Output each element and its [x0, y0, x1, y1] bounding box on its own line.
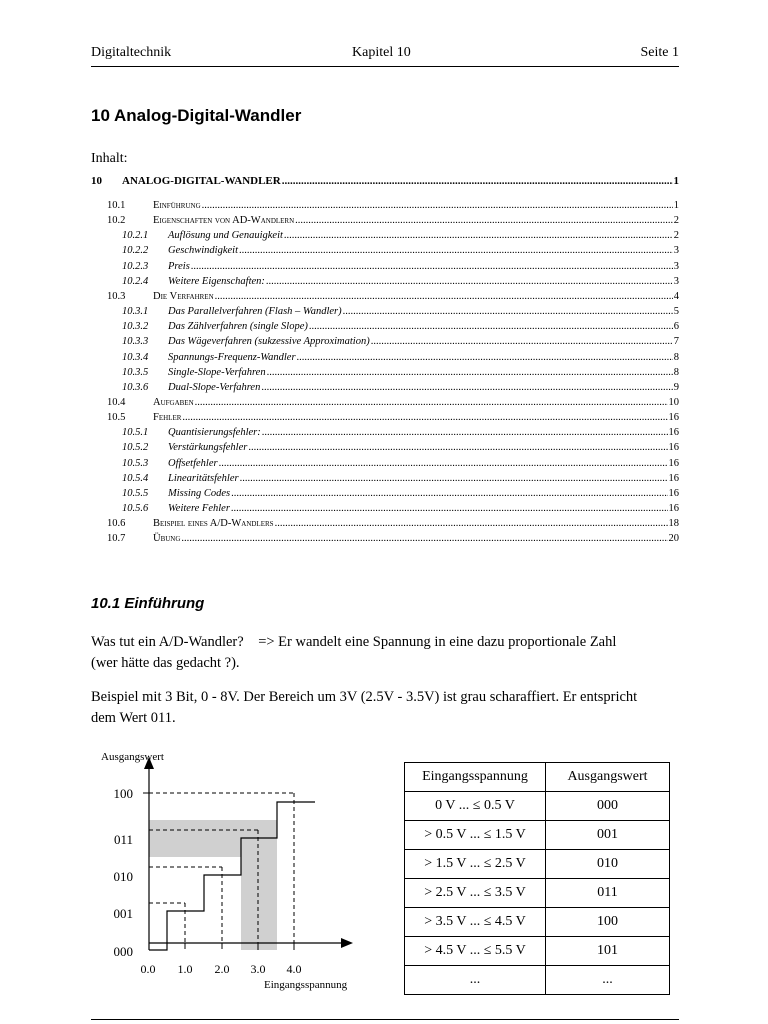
toc-entry-number: 10.5.2: [122, 442, 149, 454]
toc-entry[interactable]: [91, 276, 679, 291]
toc-entry-title: Dual-Slope-Verfahren: [168, 381, 261, 393]
toc-entry-leader: [266, 276, 673, 287]
table-header-cell: Eingangsspannung: [405, 763, 546, 792]
paragraph-example-line1: Beispiel mit 3 Bit, 0 - 8V. Der Bereich um 3V (2.5V - 3.5V) ist grau scharaffiert. Er entspricht: [91, 689, 638, 705]
toc-entry[interactable]: [91, 230, 679, 245]
table-row: [405, 937, 670, 966]
toc-entry-leader: [343, 306, 673, 317]
toc-entry-page: 3: [673, 275, 679, 287]
toc-entry-leader: [309, 321, 673, 332]
table-cell: > 3.5 V ... ≤ 4.5 V: [405, 908, 546, 937]
toc-entry[interactable]: [91, 200, 679, 215]
toc-entry-leader: [282, 175, 673, 187]
toc-entry[interactable]: [91, 458, 679, 473]
conversion-table: [404, 762, 670, 995]
x-tick-label-4: 4.0: [286, 962, 302, 976]
table-header-cell: Ausgangswert: [546, 763, 670, 792]
toc-entry[interactable]: [91, 261, 679, 276]
toc-entry-number: 10: [91, 175, 102, 187]
toc-entry[interactable]: [91, 367, 679, 382]
table-row: [405, 792, 670, 821]
toc-entry-leader: [295, 215, 673, 226]
toc-entry-title: Eigenschaften von AD-Wandlern: [153, 215, 295, 227]
toc-entry-number: 10.3.2: [122, 321, 149, 333]
toc-entry-leader: [191, 261, 673, 272]
x-axis-label: Eingangsspannung: [264, 979, 348, 991]
toc-entry-page: 18: [668, 518, 679, 530]
chapter-title: 10 Analog-Digital-Wandler: [91, 106, 302, 125]
highlight-band-vertical: [241, 820, 277, 950]
table-cell: > 1.5 V ... ≤ 2.5 V: [405, 850, 546, 879]
paragraph-intro-line1: Was tut ein A/D-Wandler? => Er wandelt eine Spannung in eine dazu proportionale Zahl: [91, 634, 617, 650]
paragraph-intro-line2: (wer hätte das gedacht ?).: [91, 655, 240, 671]
toc-entry[interactable]: [91, 336, 679, 351]
toc-entry-number: 10.3.6: [122, 381, 149, 393]
toc-entry[interactable]: [91, 352, 679, 367]
toc-entry-title: Weitere Fehler: [168, 503, 230, 514]
toc-entry-title: Linearitätsfehler: [168, 472, 239, 484]
toc-entry[interactable]: [91, 442, 679, 457]
toc-entry-title: Das Wägeverfahren (sukzessive Approximation): [168, 336, 370, 348]
section-title: 10.1 Einführung: [91, 595, 205, 612]
table-cell: > 4.5 V ... ≤ 5.5 V: [405, 937, 546, 966]
toc-entry-title: Missing Codes: [168, 487, 231, 499]
table-cell: ...: [546, 966, 670, 995]
toc-entry-leader: [231, 503, 668, 514]
y-tick-label-010: 010: [113, 869, 133, 884]
toc-entry-title: Geschwindigkeit: [168, 245, 238, 257]
toc-entry-number: 10.3.4: [122, 351, 149, 363]
toc-entry-title: Das Parallelverfahren (Flash – Wandler): [168, 306, 342, 318]
table-row: [405, 966, 670, 995]
toc-entry-leader: [240, 473, 668, 484]
toc-entry-number: 10.3.1: [122, 306, 149, 318]
toc-entry-title: Offsetfehler: [168, 457, 218, 469]
toc-entry-title: Quantisierungsfehler:: [168, 427, 261, 439]
toc-entry-leader: [195, 397, 668, 408]
toc-entry-number: 10.5.5: [122, 487, 149, 499]
table-row: [405, 850, 670, 879]
toc-entry-page: 16: [668, 457, 679, 469]
x-tick-label-0: 0.0: [140, 962, 156, 976]
toc-entry-page: 8: [673, 366, 679, 378]
toc-entry-title: Einführung: [153, 200, 201, 211]
toc-entry-leader: [219, 458, 668, 469]
toc-entry-title: Weitere Eigenschaften:: [168, 275, 265, 287]
toc-entry-number: 10.3.5: [122, 366, 149, 378]
toc-entry[interactable]: [91, 533, 679, 548]
toc-entry-page: 16: [668, 427, 679, 439]
toc-entry-leader: [215, 291, 673, 302]
toc-entry-leader: [239, 245, 673, 256]
toc-entry-number: 10.4: [107, 396, 126, 408]
toc-entry-page: 10: [668, 396, 679, 408]
toc-entry[interactable]: [91, 397, 679, 412]
table-cell: 000: [546, 792, 670, 821]
toc-entry-page: 16: [668, 503, 679, 514]
toc-entry-leader: [248, 442, 667, 453]
toc-entry-leader: [284, 230, 673, 241]
toc-entry-page: 6: [673, 321, 679, 333]
toc-entry-number: 10.6: [107, 518, 126, 530]
toc-entry-number: 10.2.3: [122, 260, 149, 272]
toc-entry-number: 10.2.2: [122, 245, 149, 257]
toc-entry[interactable]: [91, 488, 679, 503]
toc-entry[interactable]: [91, 245, 679, 260]
toc-entry-page: 16: [668, 472, 679, 484]
table-row: [405, 879, 670, 908]
toc-entry-leader: [181, 533, 667, 544]
toc-entry[interactable]: [91, 175, 679, 191]
x-tick-label-1: 1.0: [177, 962, 193, 976]
paragraph-intro: [91, 632, 691, 674]
toc-entry-number: 10.5.4: [122, 472, 149, 484]
toc-entry-number: 10.2.4: [122, 275, 149, 287]
table-cell: > 2.5 V ... ≤ 3.5 V: [405, 879, 546, 908]
toc-entry-page: 9: [673, 381, 679, 393]
y-tick-label-011: 011: [113, 832, 133, 847]
toc-entry[interactable]: [91, 503, 679, 518]
toc-entry[interactable]: [91, 291, 679, 306]
table-cell: 011: [546, 879, 670, 908]
toc-entry-title: Beispiel eines A/D-Wandlers: [153, 518, 274, 530]
toc-entry-page: 20: [668, 533, 679, 545]
toc-entry-leader: [261, 382, 672, 393]
toc-entry-number: 10.2.1: [122, 230, 149, 242]
toc-entry-title: ANALOG-DIGITAL-WANDLER: [122, 175, 281, 187]
y-axis-label: Ausgangswert: [101, 751, 164, 763]
table-header-row: [405, 763, 670, 792]
toc-entry-page: 5: [673, 306, 679, 318]
toc-entry-leader: [202, 200, 673, 211]
toc-entry-number: 10.2: [107, 215, 126, 227]
table-cell: > 0.5 V ... ≤ 1.5 V: [405, 821, 546, 850]
toc-entry-leader: [275, 518, 668, 529]
table-row: [405, 821, 670, 850]
table-cell: 101: [546, 937, 670, 966]
toc-entry[interactable]: [91, 518, 679, 533]
toc-entry-number: 10.5.3: [122, 457, 149, 469]
paragraph-example: [91, 687, 691, 729]
header-right: Seite 1: [640, 45, 679, 60]
header-rule: [91, 66, 679, 67]
toc-entry-page: 16: [668, 442, 679, 454]
table-cell: 0 V ... ≤ 0.5 V: [405, 792, 546, 821]
toc-entry-title: Übung: [153, 533, 181, 545]
footer-rule: [91, 1019, 679, 1020]
table-cell: 100: [546, 908, 670, 937]
table-cell: ...: [405, 966, 546, 995]
toc-entry[interactable]: [91, 321, 679, 336]
table-row: [405, 908, 670, 937]
toc-entry-title: Fehler: [153, 412, 182, 424]
toc-entry-number: 10.5.6: [122, 503, 149, 514]
toc-entry-leader: [267, 367, 673, 378]
x-tick-label-2: 2.0: [214, 962, 230, 976]
table-cell: 001: [546, 821, 670, 850]
x-axis-arrow: [341, 938, 353, 948]
toc-entry[interactable]: [91, 412, 679, 427]
adc-transfer-diagram: [91, 745, 381, 995]
toc-entry-leader: [231, 488, 667, 499]
paragraph-example-line2: dem Wert 011.: [91, 710, 176, 726]
toc-entry-title: Spannungs-Frequenz-Wandler: [168, 351, 296, 363]
toc-entry-page: 8: [673, 351, 679, 363]
toc-entry-title: Aufgaben: [153, 396, 194, 408]
toc-entry-page: 1: [673, 175, 679, 187]
toc-entry-page: 7: [673, 336, 679, 348]
toc-entry-number: 10.3.3: [122, 336, 149, 348]
x-tick-label-3: 3.0: [250, 962, 266, 976]
toc-entry[interactable]: [91, 306, 679, 321]
toc-entry-page: 3: [673, 260, 679, 272]
toc-entry-title: Auflösung und Genauigkeit: [168, 230, 283, 242]
toc-entry-title: Single-Slope-Verfahren: [168, 366, 266, 378]
y-tick-label-001: 001: [113, 906, 133, 921]
toc-entry-title: Das Zählverfahren (single Slope): [168, 321, 308, 333]
toc-entry-title: Die Verfahren: [153, 290, 214, 302]
toc-entry-page: 3: [673, 245, 679, 257]
toc-entry-number: 10.5.1: [122, 427, 149, 439]
toc-entry[interactable]: [91, 473, 679, 488]
toc-entry[interactable]: [91, 427, 679, 442]
toc-entry[interactable]: [91, 382, 679, 397]
toc-entry-page: 2: [673, 230, 679, 242]
toc-entry-title: Preis: [168, 260, 190, 272]
y-tick-label-000: 000: [113, 944, 133, 959]
toc-entry-page: 2: [673, 215, 679, 227]
toc-entry-leader: [297, 352, 673, 363]
header-left: Digitaltechnik: [91, 45, 172, 60]
toc-entry-leader: [371, 336, 673, 347]
toc-entry-page: 16: [668, 487, 679, 499]
toc-entry-page: 1: [673, 200, 679, 211]
table-cell: 010: [546, 850, 670, 879]
toc-entry-page: 4: [673, 290, 679, 302]
toc-entry-leader: [182, 412, 667, 423]
toc-entry-number: 10.1: [107, 200, 126, 211]
toc-label: Inhalt:: [91, 151, 128, 166]
toc-entry-title: Verstärkungsfehler: [168, 442, 248, 454]
y-tick-label-100: 100: [113, 786, 133, 801]
toc-entry-number: 10.5: [107, 412, 126, 424]
toc-entry-leader: [262, 427, 668, 438]
toc-entry[interactable]: [91, 215, 679, 230]
toc-entry-page: 16: [668, 412, 679, 424]
toc-entry-number: 10.7: [107, 533, 126, 545]
header-center: Kapitel 10: [352, 45, 411, 60]
toc-entry-number: 10.3: [107, 290, 126, 302]
